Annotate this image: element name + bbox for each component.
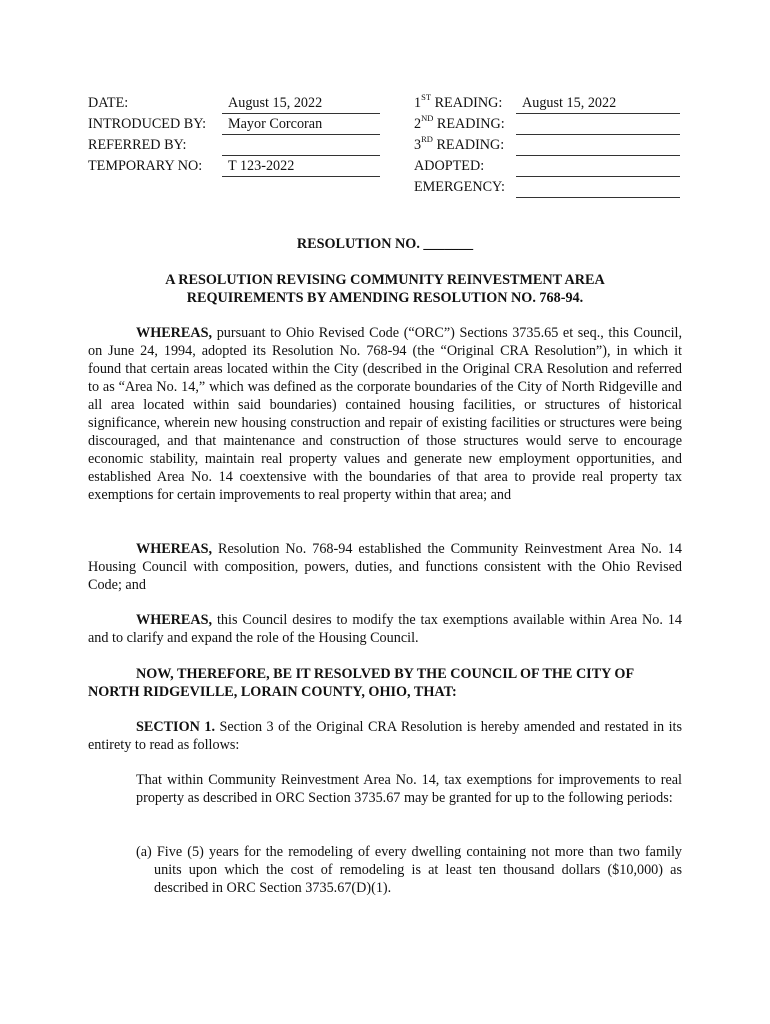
- header-value: August 15, 2022: [516, 94, 680, 114]
- header-value: [516, 178, 680, 198]
- header-label: 2ND READING:: [414, 113, 505, 132]
- whereas-lead: WHEREAS,: [136, 541, 213, 557]
- section-lead: SECTION 1.: [136, 719, 215, 735]
- header-row-date: [88, 94, 380, 115]
- header-row-temporary-no: [88, 157, 380, 178]
- paragraph-text: pursuant to Ohio Revised Code (“ORC”) Sections 3735.65 et seq., this Council, on June 24, 1994, adopted its Resolution No. 768-94 (the “Original CRA Resolution”), in which it found that certain areas located within the City (described in the Original CRA Resolution and referred to as “Area No. 14,” which was defined as the corporate boundaries of the City of North Ridgeville and all area located within said boundaries) contained housing facilities, or structures of historical significance, wherein new housing construction and repair of existing facilities or structures were being discouraged, and that maintenance and construction of those structures would serve to encourage economic stability, maintain real property values and generate new employment opportunities, and established Area No. 14 coextensive with the boundaries of that area to provide real property tax exemptions for certain improvements to real property within that area; and: [88, 325, 682, 503]
- whereas-lead: WHEREAS,: [136, 612, 213, 628]
- header-value: August 15, 2022: [222, 94, 380, 114]
- header-row-second-reading: [414, 115, 680, 136]
- header-label: TEMPORARY NO:: [88, 158, 203, 174]
- resolved-clause: [88, 665, 682, 701]
- header-value: [516, 136, 680, 156]
- resolution-number: RESOLUTION NO. _______: [296, 236, 474, 252]
- whereas-paragraph-3: [88, 611, 682, 647]
- header-label: 3RD READING:: [414, 134, 505, 153]
- header-row-third-reading: [414, 136, 680, 157]
- paragraph-text: Section 3 of the Original CRA Resolution is hereby amended and restated in its entirety to read as follows:: [88, 719, 682, 753]
- list-item-a: (a) Five (5) years for the remodeling of every dwelling containing not more than two family units upon which the cost of remodeling is at least ten thousand dollars ($10,000) as described in ORC Section 3735.67(D)(1).: [136, 844, 682, 896]
- header-row-first-reading: [414, 94, 680, 115]
- whereas-paragraph-1: [88, 324, 682, 504]
- header-label: ADOPTED:: [414, 158, 485, 174]
- header-row-emergency: [414, 178, 680, 199]
- paragraph-text: this Council desires to modify the tax exemptions available within Area No. 14 and to clarify and expand the role of the Housing Council.: [88, 612, 682, 646]
- amended-section-text: That within Community Reinvestment Area No. 14, tax exemptions for improvements to real property as described in ORC Section 3735.67 may be granted for up to the following periods:: [136, 772, 682, 806]
- section-1-paragraph: [88, 718, 682, 754]
- header-value: T 123-2022: [222, 157, 380, 177]
- header-value: [222, 136, 380, 156]
- header-row-introduced-by: [88, 115, 380, 136]
- resolution-title-line2: REQUIREMENTS BY AMENDING RESOLUTION NO. 768-94.: [186, 290, 584, 306]
- header-label: INTRODUCED BY:: [88, 116, 207, 132]
- header-value: [516, 157, 680, 177]
- header-label: REFERRED BY:: [88, 137, 187, 153]
- header-label: EMERGENCY:: [414, 179, 505, 195]
- resolution-title-line1: A RESOLUTION REVISING COMMUNITY REINVESTMENT AREA: [165, 272, 605, 288]
- resolved-line2: NORTH RIDGEVILLE, LORAIN COUNTY, OHIO, THAT:: [88, 684, 457, 700]
- paragraph-text: Resolution No. 768-94 established the Community Reinvestment Area No. 14 Housing Council with composition, powers, duties, and functions consistent with the Ohio Revised Code; and: [88, 541, 682, 593]
- whereas-lead: WHEREAS,: [136, 325, 213, 341]
- header-row-referred-by: [88, 136, 380, 157]
- header-label: DATE:: [88, 95, 129, 111]
- header-value: Mayor Corcoran: [222, 115, 380, 135]
- whereas-paragraph-2: [88, 540, 682, 594]
- header-row-adopted: [414, 157, 680, 178]
- resolved-line1: NOW, THEREFORE, BE IT RESOLVED BY THE COUNCIL OF THE CITY OF: [136, 666, 635, 682]
- header-value: [516, 115, 680, 135]
- header-label: 1ST READING:: [414, 92, 503, 111]
